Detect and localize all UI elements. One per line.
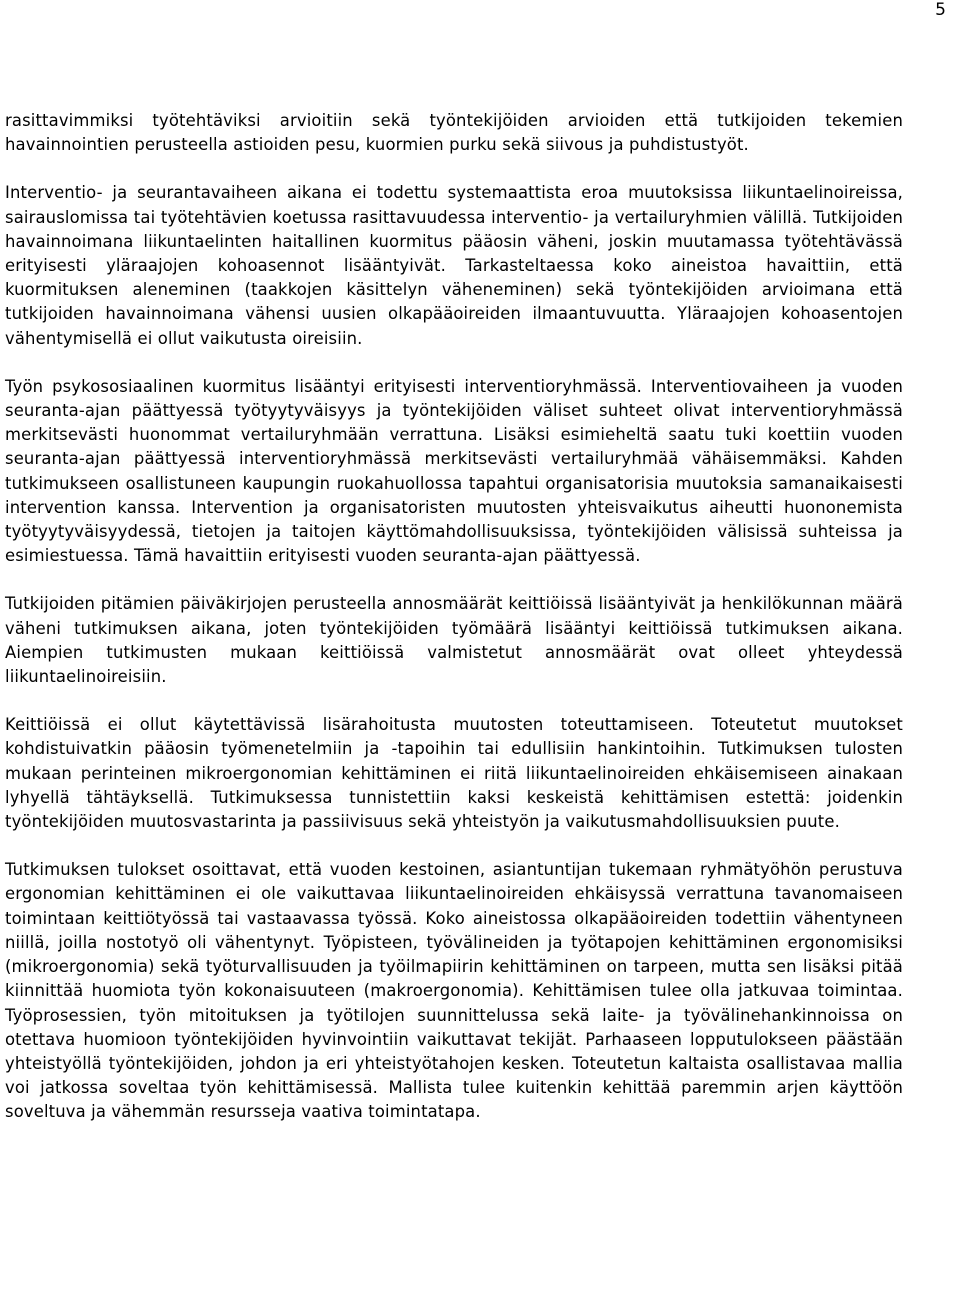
paragraph-5: Keittiöissä ei ollut käytettävissä lisärahoitusta muutosten toteuttamiseen. Toteutetut muutokset kohdistuivatkin pääosin työmenetelmiin ja -tapoihin tai edullisiin hankintoihin. Tutkimuksen tulosten mukaan perinteinen mikroergonomian kehittäminen ei riitä liikuntaelinoireiden ehkäisemiseen ainakaan lyhyellä tähtäyksellä. Tutkimuksessa tunnistettiin kaksi keskeistä kehittämisen estettä: joidenkin työntekijöiden muutosvastarinta ja passiivisuus sekä yhteistyön ja vaikutusmahdollisuuksien puute. — [5, 715, 903, 832]
paragraph-6: Tutkimuksen tulokset osoittavat, että vuoden kestoinen, asiantuntijan tukemaan ryhmätyöhön perustuva ergonomian kehittäminen ei ole vaikuttavaa liikuntaelinoireiden ehkäisyssä verrattuna tavanomaiseen toimintaan keittiötyössä tai vastaavassa työssä. Koko aineistossa olkapääoireiden todettiin vähentyneen niillä, joilla nostotyö oli vähentynyt. Työpisteen, työvälineiden ja työtapojen kehittäminen ergonomisiksi (mikroergonomia) sekä työturvallisuuden ja työilmapiirin kehittäminen on tarpeen, mutta sen lisäksi pitää kiinnittää huomiota työn kokonaisuuteen (makroergonomia). Kehittämisen tulee olla jatkuvaa toimintaa. Työprosessien, työn mitoituksen ja työtilojen suunnittelussa sekä laite- ja työvälinehankinnoissa on otettava huomioon työntekijöiden hyvinvointiin vaikuttavat tekijät. Parhaaseen lopputulokseen päästään yhteistyöllä työntekijöiden, johdon ja eri yhteistyötahojen kesken. Toteutetun kaltaista osallistavaa mallia voi jatkossa soveltaa työn kehittämisessä. Mallista tulee kuitenkin kehittää paremmin arjen käyttöön soveltuva ja vähemmän resursseja vaativa toimintatapa. — [5, 860, 903, 1122]
page-number: 5 — [935, 0, 946, 20]
paragraph-1: rasittavimmiksi työtehtäviksi arvioitiin sekä työntekijöiden arvioiden että tutkijoiden tekemien havainnointien perusteella astioiden pesu, kuormien purku sekä siivous ja puhdistustyöt. — [5, 111, 903, 155]
paragraph-3: Työn psykososiaalinen kuormitus lisääntyi erityisesti interventioryhmässä. Interventiovaiheen ja vuoden seuranta-ajan päättyessä työtyytyväisyys ja työntekijöiden väliset suhteet olivat interventioryhmässä merkitsevästi huonommat vertailuryhmään verrattuna. Lisäksi esimieheltä saatu tuki koettiin vuoden seuranta-ajan päättyessä interventioryhmässä merkitsevästi vertailuryhmää vähäisemmäksi. Kahden tutkimukseen osallistuneen kaupungin ruokahuollossa tapahtui organisatorisia muutoksia samanaikaisesti intervention kanssa. Intervention ja organisatoristen muutosten yhteisvaikutus aiheutti huononemista työtyytyväisyydessä, tietojen ja taitojen käyttömahdollisuuksissa, työntekijöiden välisissä suhteissa ja esimiestuessa. Tämä havaittiin erityisesti vuoden seuranta-ajan päättyessä. — [5, 376, 903, 566]
paragraph-2: Interventio- ja seurantavaiheen aikana ei todettu systemaattista eroa muutoksissa liikuntaelinoireissa, sairauslomissa tai työtehtävien koetussa rasittavuudessa interventio- ja vertailuryhmien välillä. Tutkijoiden havainnoimana liikuntaelinten haitallinen kuormitus pääosin väheni, joskin muutamassa työtehtävässä erityisesti yläraajojen kohoasennot lisääntyivät. Tarkasteltaessa koko aineistoa havaittiin, että kuormituksen aleneminen (taakkojen käsittelyn väheneminen) sekä työntekijöiden arvioimana että tutkijoiden havainnoimana vähensi uusien olkapääoireiden ilmaantuvuutta. Yläraajojen kohoasentojen vähentymisellä ei ollut vaikutusta oireisiin. — [5, 183, 903, 348]
paragraph-4: Tutkijoiden pitämien päiväkirjojen perusteella annosmäärät keittiöissä lisääntyivät ja henkilökunnan määrä väheni tutkimuksen aikana, joten työntekijöiden työmäärä lisääntyi keittiöissä tutkimuksen aikana. Aiempien tutkimusten mukaan keittiöissä valmistetut annosmäärät ovat olleet yhteydessä liikuntaelinoireisiin. — [5, 594, 903, 687]
document-body — [5, 109, 903, 1149]
